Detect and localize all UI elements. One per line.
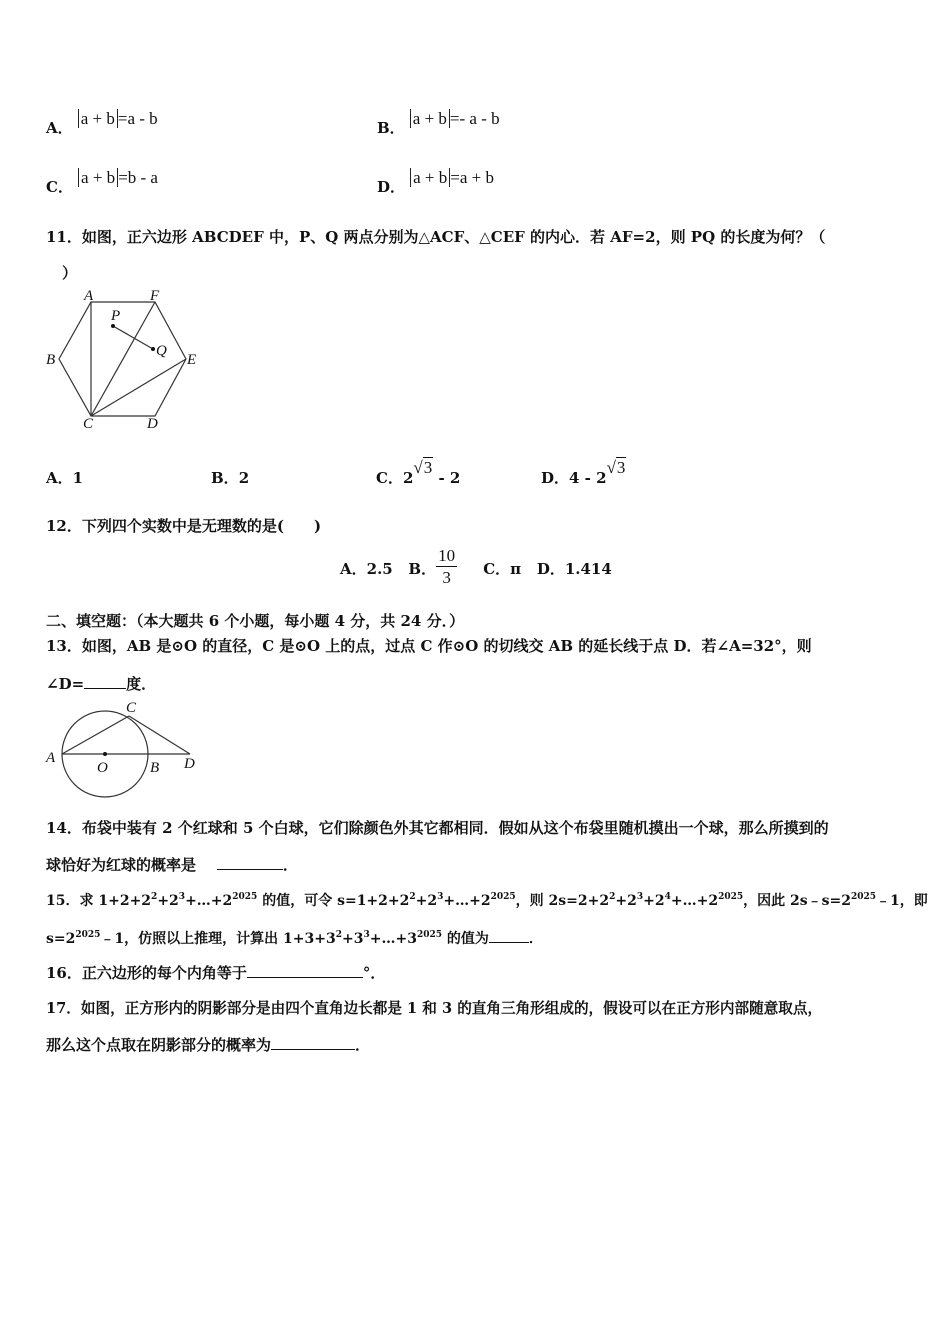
q16-stem: 16．正六边形的每个内角等于 °． bbox=[46, 964, 386, 982]
line-ec bbox=[91, 359, 186, 416]
label-b: B bbox=[150, 760, 160, 776]
answer-blank bbox=[247, 963, 363, 978]
q10-option-c bbox=[46, 167, 158, 196]
q11-option-a bbox=[46, 467, 83, 488]
q10-option-a bbox=[46, 108, 158, 137]
label-c: C bbox=[126, 700, 137, 716]
label-e: E bbox=[187, 352, 197, 368]
tangent-cd bbox=[129, 716, 190, 754]
label-a: A bbox=[46, 750, 56, 766]
equation-rhs: =- a - b bbox=[449, 109, 500, 128]
q11-option-c bbox=[376, 458, 461, 488]
q17-stem-line1: 17．如图，正方形内的阴影部分是由四个直角边长都是 1 和 3 的直角三角形组成的，假设可以在正方形内部随意取点， bbox=[46, 1000, 823, 1017]
q11-stem-line1: 11．如图，正六边形 ABCDEF 中，P、Q 两点分别为△ACF、△CEF 的内心．若 AF=2，则 PQ 的长度为何？（ bbox=[46, 228, 826, 246]
equation-rhs: =b - a bbox=[118, 168, 158, 187]
answer-blank bbox=[489, 928, 529, 943]
q11-option-b bbox=[211, 467, 249, 488]
answer-blank bbox=[84, 674, 126, 689]
label-c: C bbox=[83, 416, 94, 432]
q15-stem-line2: $s=2^{2025}﹣1$，仿照以上推理，计算出 $1+3+3^2+3^3+\dots+3^{2025}$ 的值为 ． bbox=[46, 930, 543, 947]
center-o bbox=[103, 752, 107, 756]
option-letter: A． bbox=[46, 119, 73, 137]
line-ac bbox=[62, 716, 129, 754]
answer-blank bbox=[271, 1035, 355, 1050]
q12-options bbox=[340, 546, 612, 589]
label-f: F bbox=[150, 288, 160, 304]
line-pq bbox=[113, 326, 153, 349]
q10-option-b bbox=[377, 108, 500, 137]
answer-blank bbox=[217, 855, 283, 870]
label-a: A bbox=[84, 288, 94, 304]
option-letter: B． bbox=[211, 469, 239, 487]
abs-expression: a + b bbox=[410, 168, 450, 187]
q14-stem-line1: 14．布袋中装有 2 个红球和 5 个白球，它们除颜色外其它都相同．假如从这个布袋里随机摸出一个球，那么所摸到的 bbox=[46, 819, 829, 837]
fraction-10-3: $\frac{10}{3}$ bbox=[438, 546, 456, 587]
q12-option-d: D．1.414 bbox=[536, 559, 612, 578]
q14-stem-line2: 球恰好为红球的概率是 ． bbox=[46, 856, 298, 874]
label-o: O bbox=[97, 760, 108, 776]
section-fill-in-heading: 二、填空题：（本大题共 6 个小题，每小题 4 分，共 24 分．） bbox=[46, 612, 465, 630]
option-letter: C． bbox=[376, 469, 403, 487]
label-q: Q bbox=[156, 343, 167, 359]
q12-option-a: A．2.5 bbox=[340, 559, 393, 578]
q13-stem-line1: 13．如图，AB 是⊙O 的直径，C 是⊙O 上的点，过点 C 作⊙O 的切线交 AB 的延长线于点 D．若∠A=32°，则 bbox=[46, 637, 812, 655]
option-letter: D． bbox=[541, 469, 570, 487]
sqrt-3: √3 bbox=[413, 458, 433, 477]
point-p bbox=[111, 324, 115, 328]
q17-stem-line2: 那么这个点取在阴影部分的概率为 ． bbox=[46, 1036, 371, 1054]
option-value: 2 bbox=[238, 469, 250, 487]
label-d: D bbox=[184, 756, 195, 772]
label-p: P bbox=[111, 308, 121, 324]
circle-figure bbox=[40, 698, 210, 804]
sqrt-3: √3 bbox=[606, 458, 626, 477]
q11-option-d bbox=[541, 458, 626, 488]
q12-stem: 12．下列四个实数中是无理数的是( ) bbox=[46, 517, 322, 535]
q11-stem-line2: ） bbox=[62, 264, 78, 282]
abs-expression: a + b bbox=[78, 168, 118, 187]
equation-rhs: =a - b bbox=[117, 109, 158, 128]
label-d: D bbox=[147, 416, 158, 432]
option-value: 1 bbox=[72, 469, 84, 487]
q12-option-b-letter: B． bbox=[408, 559, 437, 578]
option-letter: A． bbox=[46, 469, 73, 487]
point-q bbox=[151, 347, 155, 351]
equation-rhs: =a + b bbox=[450, 168, 494, 187]
q10-option-d bbox=[377, 167, 494, 196]
label-b: B bbox=[46, 352, 56, 368]
option-pre: 4 - 2 bbox=[569, 469, 607, 487]
q13-stem-line2: ∠D= 度． bbox=[46, 675, 157, 693]
abs-expression: a + b bbox=[78, 109, 118, 128]
line-fc bbox=[91, 302, 155, 416]
abs-expression: a + b bbox=[410, 109, 450, 128]
option-letter: B． bbox=[377, 119, 405, 137]
option-letter: D． bbox=[377, 178, 406, 196]
option-pre: 2 bbox=[402, 469, 414, 487]
option-post: - 2 bbox=[433, 469, 461, 487]
q15-stem-line1: 15．求 $1+2+2^2+2^3+\dots+2^{2025}$ 的值，可令 $s=1+2+2^2+2^3+\dots+2^{2025}$，则 $2s=2+2^2+2^3+2^4+\dots+2^{2025}$，因此 $2s﹣s=2^{2025}﹣1$，即 bbox=[46, 892, 928, 909]
hexagon-figure bbox=[40, 283, 210, 433]
option-letter: C． bbox=[46, 178, 73, 196]
q12-option-c: C．π bbox=[483, 559, 522, 578]
